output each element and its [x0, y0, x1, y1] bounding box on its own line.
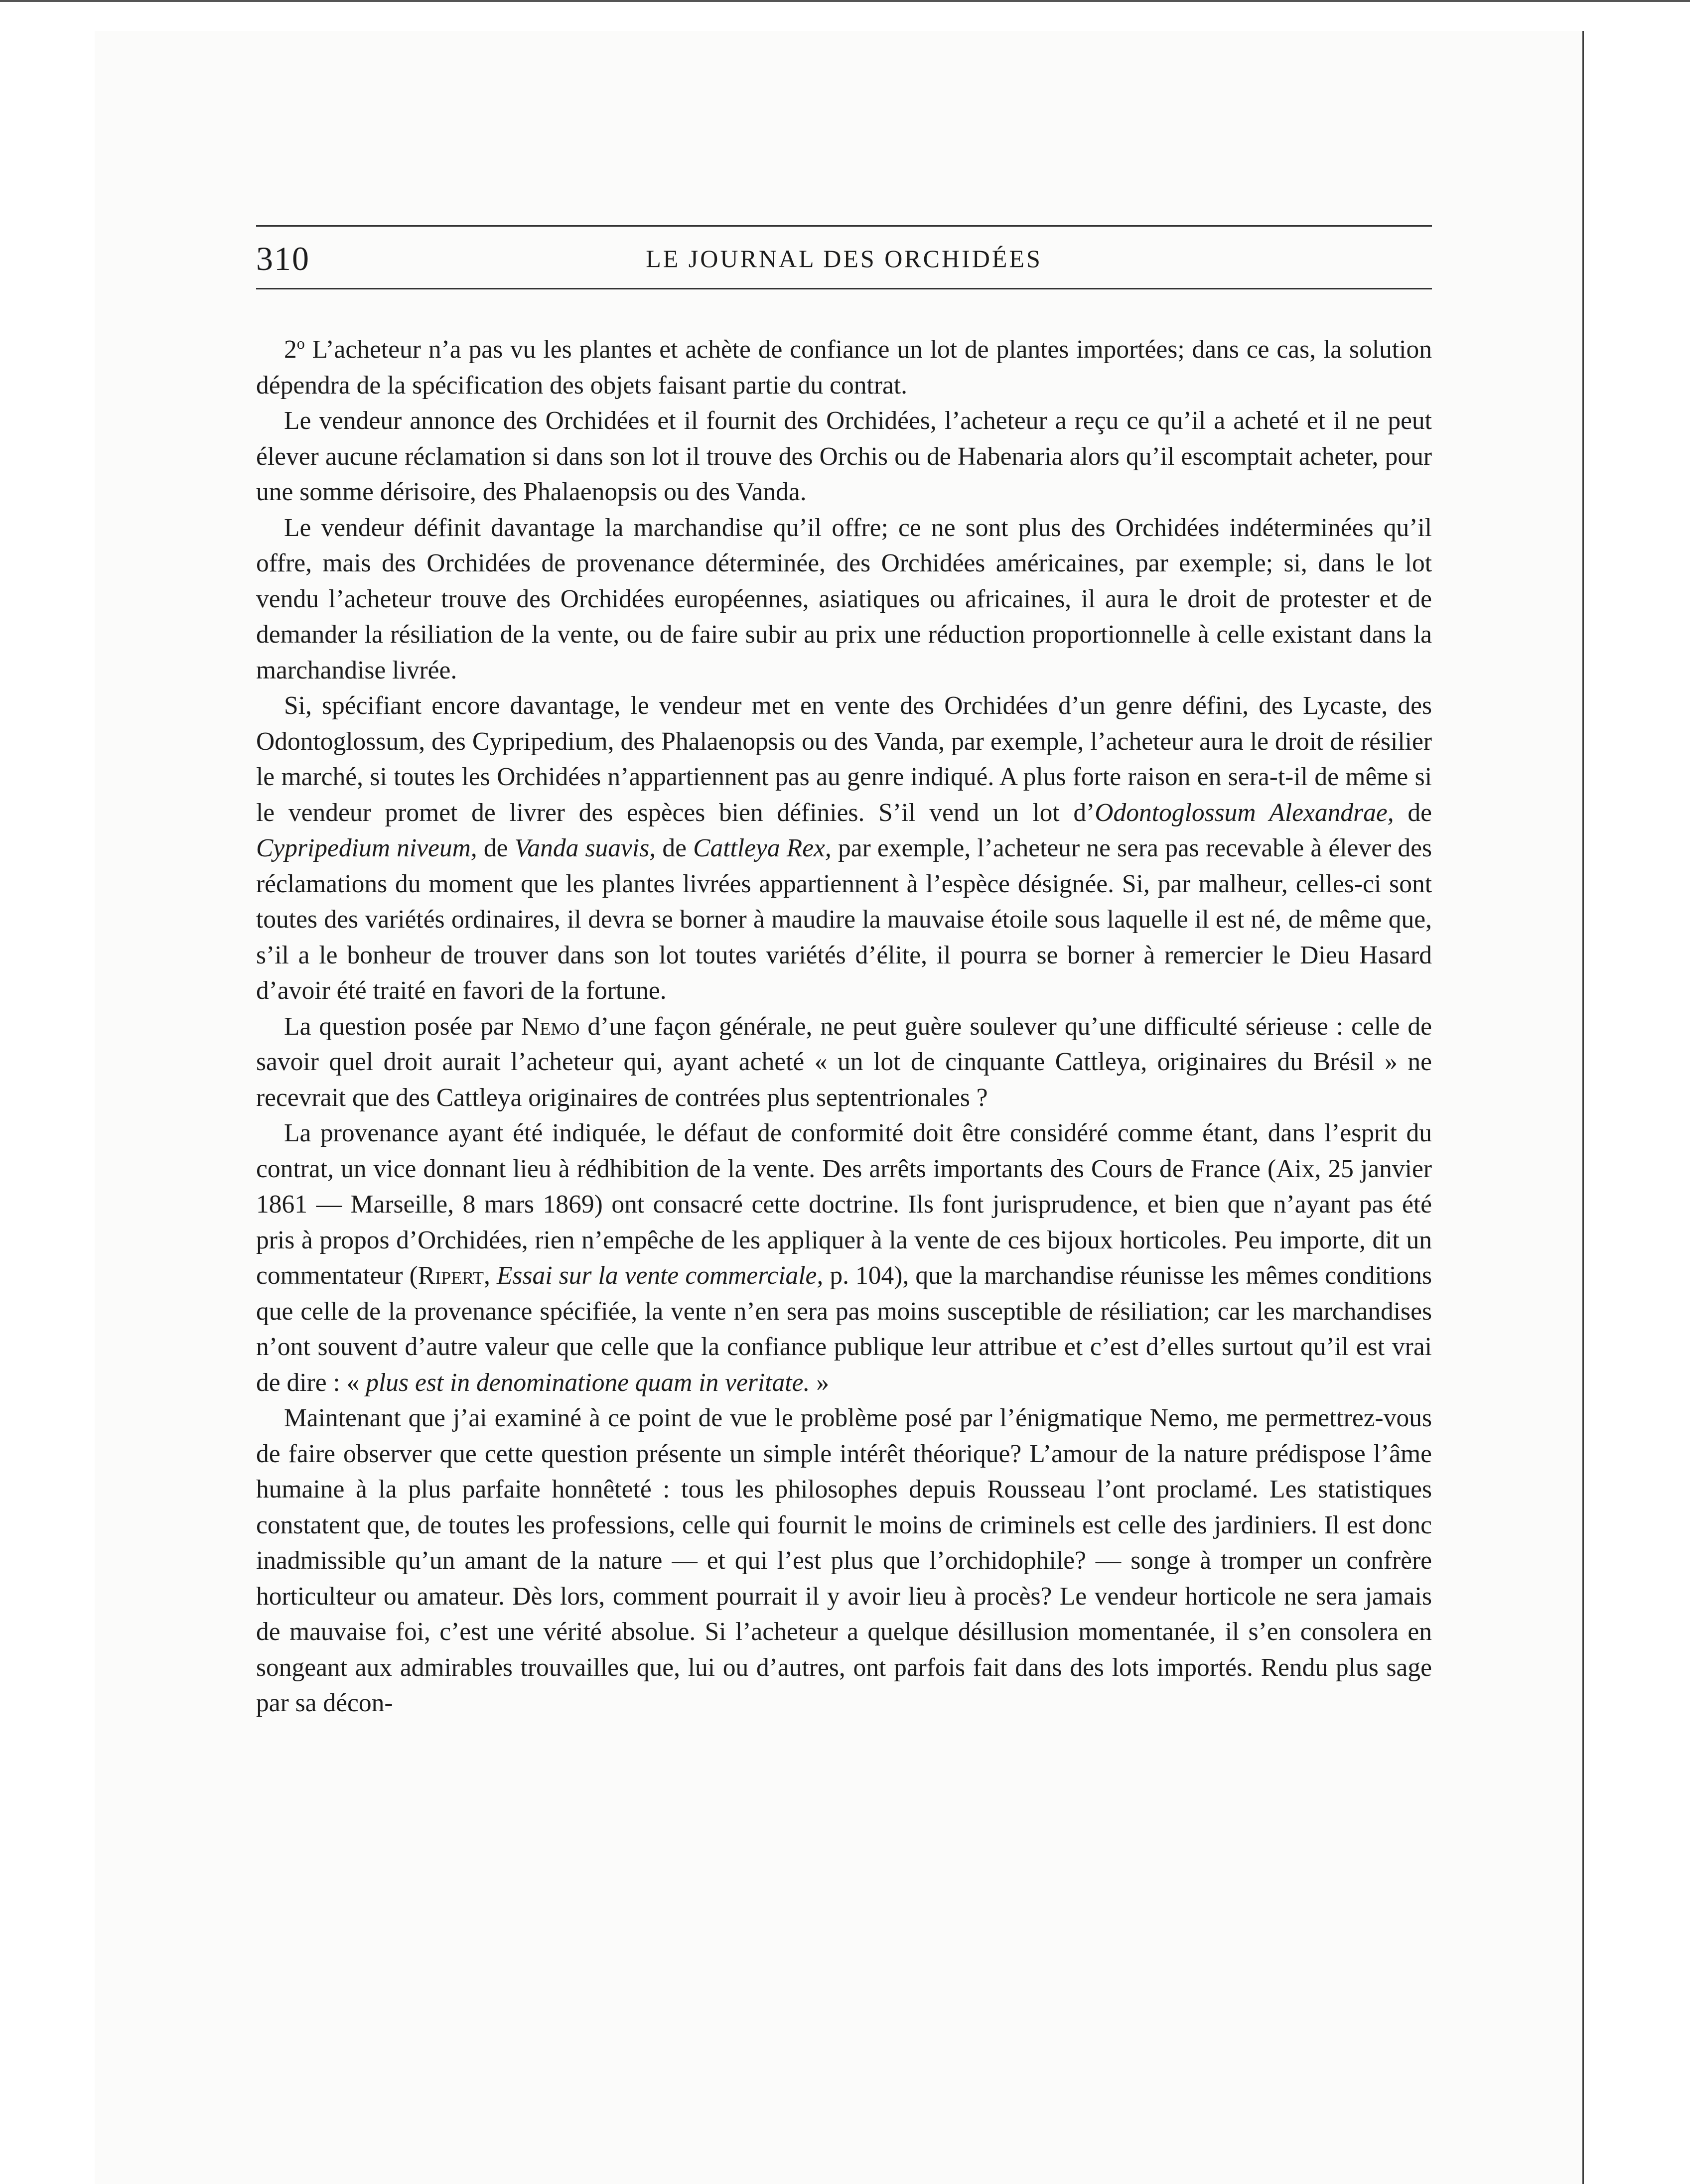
text-run: Le vendeur définit davantage la marchandise qu’il offre; ce ne sont plus des Orchidées indéterminées qu’il offre, mais des Orchidées de provenance déterminée, des Orchidées américaines, par exemple; si, dans le lot vendu l’acheteur trouve des Orchidées européennes, asiatiques ou africaines, il aura le droit de protester et de demander la résiliation de la vente, ou de faire subir au prix une réduction proportionnelle à celle existant dans la marchandise livrée.	[256, 513, 1432, 684]
author-name: Ripert	[418, 1261, 484, 1290]
page-right-edge	[1582, 31, 1584, 2184]
author-name: Nemo	[521, 1012, 580, 1041]
header-rule-bottom	[256, 288, 1432, 289]
text-run: Le vendeur annonce des Orchidées et il fournit des Orchidées, l’acheteur a reçu ce qu’il a acheté et il ne peut élever aucune réclamation si dans son lot il trouve des Orchis ou de Habenaria alors qu’il escomptait acheter, pour une somme dérisoire, des Phalaenopsis ou des Vanda.	[256, 407, 1432, 507]
text-run: Si, spécifiant encore davantage, le vendeur met en vente des Orchidées d’un genre défini, des Lycaste, des Odontoglossum, des Cypripedium, des Phalaenopsis ou des Vanda, par exemple, l’acheteur aura le droit de résilier le marché, si toutes les Orchidées n’appartiennent pas au genre indiqué. A plus forte raison en sera-t-il de même si le vendeur promet de livrer des espèces bien définies. S’il vend un lot d’	[256, 691, 1432, 827]
page-number: 310	[256, 240, 310, 277]
text-run: La provenance ayant été indiquée, le défaut de conformité doit être considéré comme étant, dans l’esprit du contrat, un vice donnant lieu à rédhibition de la vente. Des arrêts importants des Cours de France (Aix, 25 janvier 1861 — Marseille, 8 mars 1869) ont consacré cette doctrine. Ils font jurisprudence, et bien que n’ayant pas été pris à propos d’Orchidées, rien n’empêche de les appliquer à la vente de ces bijoux horticoles. Peu importe, dit un commentateur (	[256, 1119, 1432, 1290]
text-run: de	[477, 834, 515, 863]
species-name: Vanda suavis,	[514, 834, 656, 863]
text-run: d’une façon générale, ne peut guère soulever qu’une difficulté sérieuse : celle de savoir quel droit aurait l’acheteur qui, ayant acheté « un lot de cinquante Cattleya, originaires du Brésil » ne recevrait que des Cattleya originaires de contrées plus septentrionales ?	[256, 1012, 1432, 1112]
scan-top-edge	[0, 0, 1690, 2]
species-name: Cattleya Rex,	[693, 834, 832, 863]
text-run: de	[1394, 798, 1432, 827]
text-run: de	[656, 834, 694, 863]
paragraph	[256, 326, 1432, 403]
species-name: Odontoglossum Alexandrae,	[1095, 798, 1394, 827]
text-run: La question posée par	[284, 1012, 522, 1041]
paragraph	[256, 403, 1432, 510]
text-run: »	[810, 1368, 829, 1397]
text-run: Maintenant que j’ai examiné à ce point de vue le problème posé par l’énigmatique Nemo, me permettrez-vous de faire observer que cette question présente un simple intérêt théorique? L’amour de la nature prédispose l’âme humaine à la plus parfaite honnêteté : tous les philosophes depuis Rousseau l’ont proclamé. Les statistiques constatent que, de toutes les professions, celle qui fournit le moins de criminels est celle des jardiniers. Il est donc inadmissible qu’un amant de la nature — et qui l’est plus que l’orchidophile? — songe à tromper un confrère horticulteur ou amateur. Dès lors, comment pourrait il y avoir lieu à procès? Le vendeur horticole ne sera jamais de mauvaise foi, c’est une vérité absolue. Si l’acheteur a quelque désillusion momentanée, il s’en consolera en songeant aux admirables trouvailles que, lui ou d’autres, ont parfois fait dans des lots importés. Rendu plus sage par sa décon-	[256, 1404, 1432, 1718]
latin-quote: plus est in denominatione quam in veritate.	[366, 1368, 810, 1397]
book-title: Essai sur la vente commerciale,	[496, 1261, 824, 1290]
paragraph	[256, 510, 1432, 688]
article-body	[256, 326, 1432, 1721]
text-run: par exemple, l’acheteur ne sera pas recevable à élever des réclamations du moment que les plantes livrées appartiennent à l’espèce désignée. Si, par malheur, celles-ci sont toutes des variétés ordinaires, il devra se borner à maudire la mauvaise étoile sous laquelle il est né, de même que, s’il a le bonheur de trouver dans son lot toutes variétés d’élite, il pourra se borner à remercier le Dieu Hasard d’avoir été traité en favori de la fortune.	[256, 834, 1432, 1005]
running-title: LE JOURNAL DES ORCHIDÉES	[646, 245, 1042, 273]
paragraph	[256, 1400, 1432, 1721]
text-run: L’acheteur n’a pas vu les plantes et achète de confiance un lot de plantes importées; dans ce cas, la solution dépendra de la spécification des objets faisant partie du contrat.	[256, 335, 1432, 400]
text-run: ,	[484, 1261, 497, 1290]
paragraph	[256, 688, 1432, 1009]
paragraph	[256, 1115, 1432, 1400]
text-run: p. 104), que la marchandise réunisse les mêmes conditions que celle de la provenance spécifiée, la vente n’en sera pas moins susceptible de résiliation; car les marchandises n’ont souvent d’autre valeur que celle que la confiance publique leur attribue et c’est d’elles surtout qu’il est vrai de dire : «	[256, 1261, 1432, 1397]
text-run: 2	[284, 335, 297, 364]
ordinal-superscript: o	[296, 334, 305, 352]
paragraph	[256, 1009, 1432, 1116]
header-rule-top	[256, 225, 1432, 227]
species-name: Cypripedium niveum,	[256, 834, 477, 863]
